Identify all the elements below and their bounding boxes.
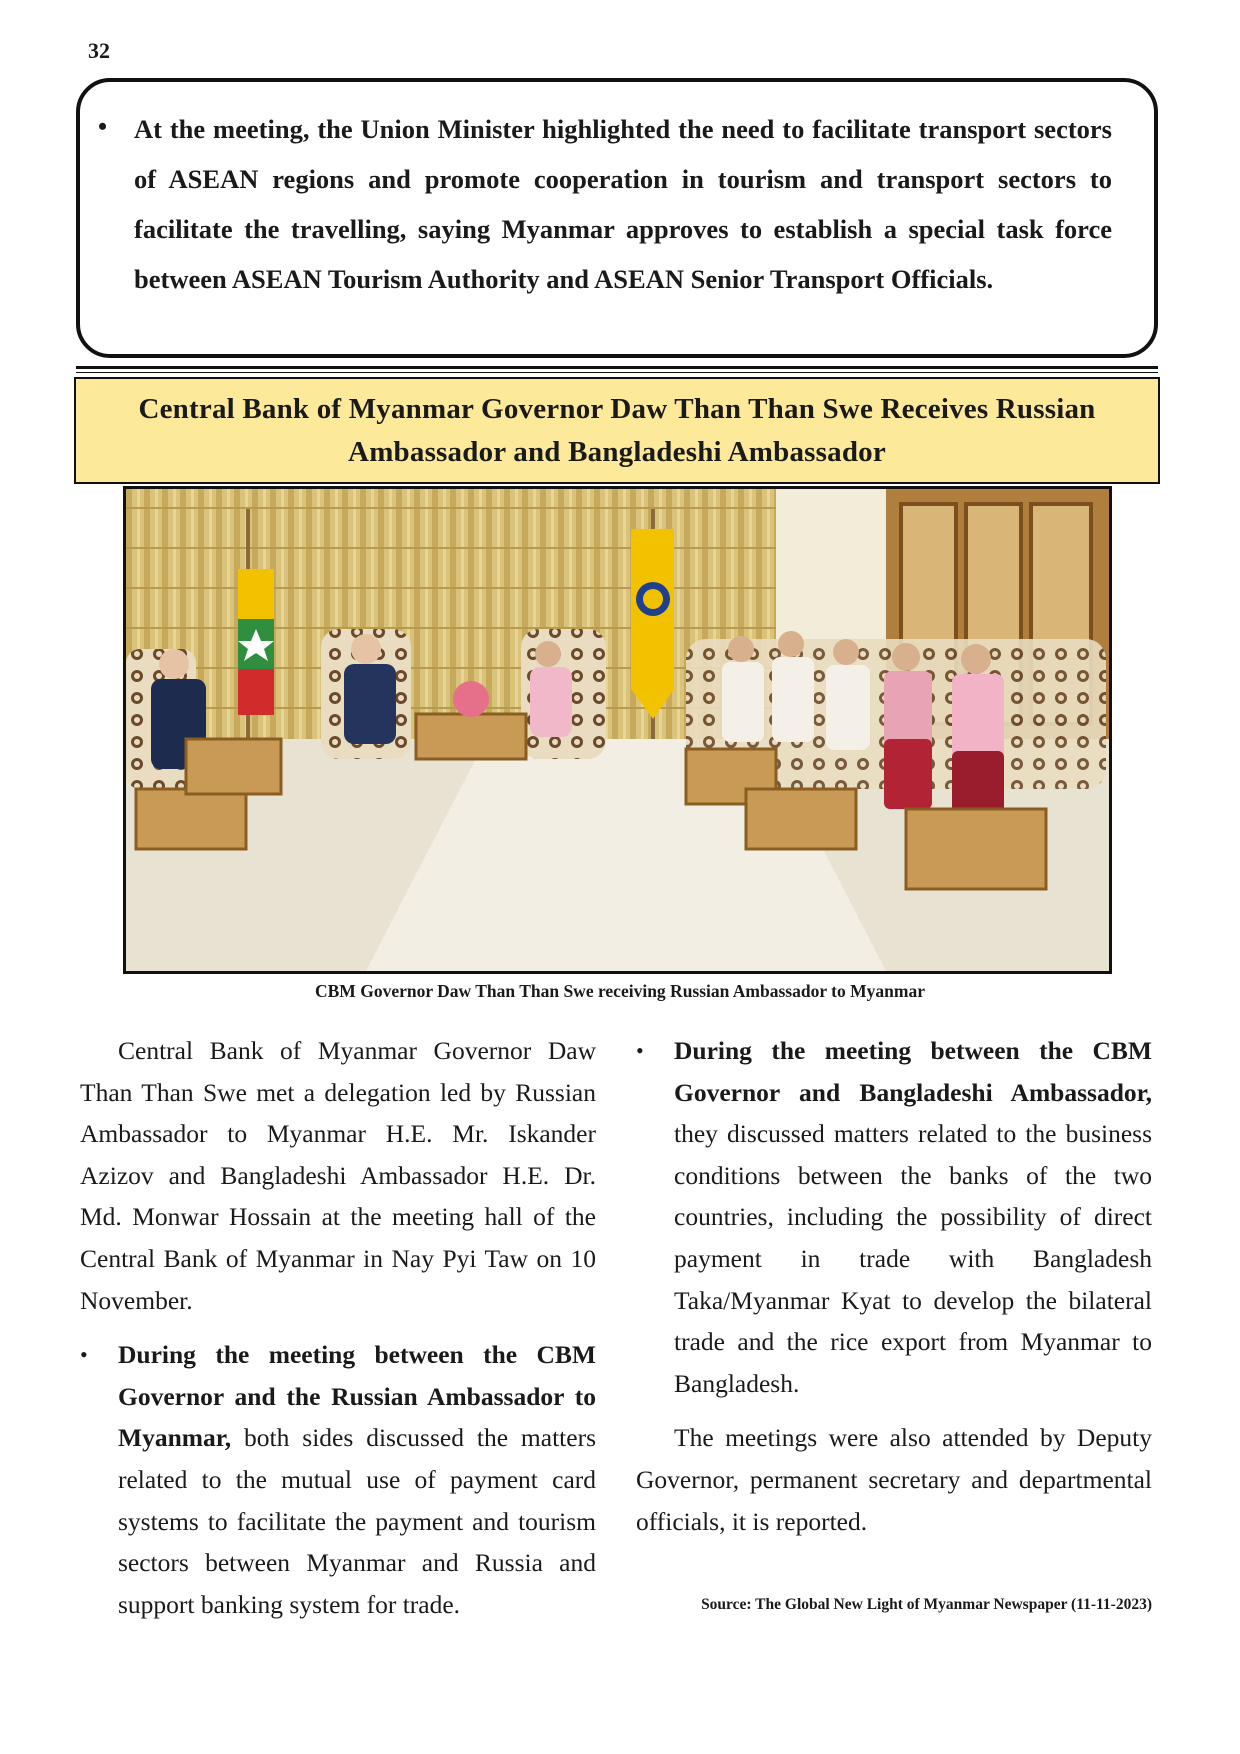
article-headline: Central Bank of Myanmar Governor Daw Than Than Swe Receives Russian Ambassador and Bangladeshi Ambassador — [138, 392, 1096, 468]
bullet-marker: • — [636, 1038, 644, 1063]
bullet-marker: • — [80, 1342, 88, 1368]
page-number: 32 — [88, 38, 110, 63]
highlight-text: At the meeting, the Union Minister highlighted the need to facilitate transport sectors of ASEAN regions and promote cooperation in tourism and transport sectors to facilitate the travelling, saying Myanmar approves to establish a special task force between ASEAN Tourism Authority and ASEAN Senior Transport Officials. — [134, 114, 1112, 294]
headline-box — [74, 377, 1160, 484]
bullet-body: both sides discussed the matters related to the mutual use of payment card systems to facilitate the payment and tourism sectors between Myanmar and Russia and support banking system for trade. — [118, 1423, 596, 1619]
photo-caption: CBM Governor Daw Than Than Swe receiving Russian Ambassador to Myanmar — [315, 981, 925, 1001]
article-column-left — [80, 1030, 596, 1625]
bullet-lead: During the meeting between the CBM Governor and Bangladeshi Ambassador, — [674, 1036, 1152, 1107]
bullet-body: they discussed matters related to the business conditions between the banks of the two countries, including the possibility of direct payment in trade with Bangladesh Taka/Myanmar Kyat to develop the bilateral trade and the rice export from Myanmar to Bangladesh. — [674, 1119, 1152, 1398]
highlight-box — [76, 78, 1158, 358]
article-column-right — [636, 1030, 1152, 1542]
article-intro: Central Bank of Myanmar Governor Daw Than Than Swe met a delegation led by Russian Ambassador to Myanmar H.E. Mr. Iskander Azizov and Bangladeshi Ambassador H.E. Dr. Md. Monwar Hossain at the meeting hall of the Central Bank of Myanmar in Nay Pyi Taw on 10 November. — [80, 1036, 596, 1315]
divider-thick — [76, 366, 1158, 369]
list-item — [636, 1030, 1152, 1404]
bullet-lead: During the meeting between the CBM Governor and the Russian Ambassador to Myanmar, — [118, 1340, 596, 1453]
meeting-photo — [123, 486, 1112, 974]
list-item — [80, 1334, 596, 1625]
bullet-marker: • — [98, 112, 108, 141]
divider-thin — [76, 372, 1158, 373]
article-closing: The meetings were also attended by Deputy Governor, permanent secretary and departmental officials, it is reported. — [636, 1423, 1152, 1536]
source-citation: Source: The Global New Light of Myanmar Newspaper (11-11-2023) — [701, 1596, 1152, 1613]
